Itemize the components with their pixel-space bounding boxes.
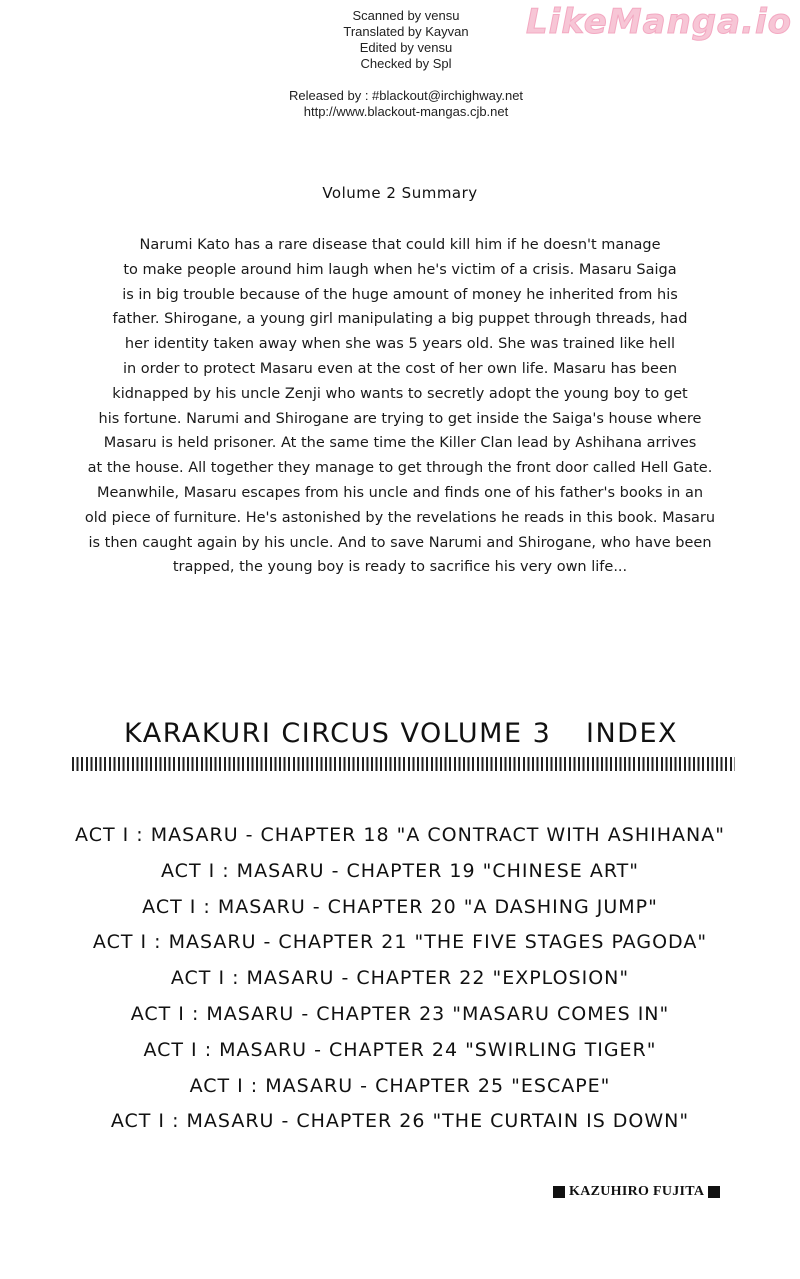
release-line: Released by : #blackout@irchighway.net	[288, 88, 524, 103]
summary-line: is then caught again by his uncle. And to save Narumi and Shirogane, who have been	[88, 534, 712, 551]
summary-line: Masaru is held prisoner. At the same time the Killer Clan lead by Ashihana arrives	[103, 435, 697, 452]
summary-line: trapped, the young boy is ready to sacrifice his very own life...	[172, 559, 628, 576]
summary-line: Narumi Kato has a rare disease that could kill him if he doesn't manage	[139, 237, 661, 253]
index-heading: INDEX	[586, 718, 679, 749]
chapter-item: ACT I : MASARU - CHAPTER 21 "THE FIVE STAGES PAGODA"	[92, 931, 708, 954]
credit-line: Scanned by vensu	[352, 8, 460, 23]
decorative-divider	[72, 757, 735, 771]
square-bullet-icon	[708, 1186, 720, 1198]
chapter-item: ACT I : MASARU - CHAPTER 23 "MASARU COMES IN"	[130, 1002, 670, 1025]
summary-line: his fortune. Narumi and Shirogane are trying to get inside the Saiga's house where	[98, 410, 702, 427]
chapter-item: ACT I : MASARU - CHAPTER 26 "THE CURTAIN IS DOWN"	[110, 1110, 690, 1133]
chapter-item: ACT I : MASARU - CHAPTER 25 "ESCAPE"	[189, 1074, 611, 1097]
chapter-item: ACT I : MASARU - CHAPTER 19 "CHINESE ART"	[161, 859, 639, 882]
summary-line: old piece of furniture. He's astonished by the revelations he reads in this book. Masaru	[84, 509, 716, 526]
summary-line: is in big trouble because of the huge amount of money he inherited from his	[122, 286, 678, 303]
author-name: KAZUHIRO FUJITA	[569, 1184, 705, 1199]
summary-paragraph	[60, 233, 740, 580]
release-url: http://www.blackout-mangas.cjb.net	[303, 104, 509, 119]
summary-line: her identity taken away when she was 5 years old. She was trained like hell	[124, 336, 676, 353]
summary-line: at the house. All together they manage to get through the front door called Hell Gate.	[87, 460, 713, 477]
summary-line: kidnapped by his uncle Zenji who wants to secretly adopt the young boy to get	[112, 385, 688, 402]
chapter-item: ACT I : MASARU - CHAPTER 18 "A CONTRACT WITH ASHIHANA"	[75, 824, 725, 846]
scan-credits	[0, 8, 800, 120]
chapter-item: ACT I : MASARU - CHAPTER 20 "A DASHING JUMP"	[142, 895, 658, 918]
summary-line: father. Shirogane, a young girl manipulating a big puppet through threads, had	[112, 311, 688, 328]
summary-line: to make people around him laugh when he's victim of a crisis. Masaru Saiga	[123, 261, 677, 278]
chapter-list	[0, 818, 800, 1140]
summary-line: Meanwhile, Masaru escapes from his uncle and finds one of his father's books in an	[96, 484, 704, 501]
chapter-item: ACT I : MASARU - CHAPTER 22 "EXPLOSION"	[170, 967, 630, 990]
credit-line: Checked by Spl	[360, 56, 452, 71]
summary-title: Volume 2 Summary	[322, 184, 478, 202]
chapter-item: ACT I : MASARU - CHAPTER 24 "SWIRLING TIGER"	[143, 1038, 657, 1061]
volume-title: KARAKURI CIRCUS VOLUME 3	[124, 718, 552, 749]
summary-line: in order to protect Masaru even at the cost of her own life. Masaru has been	[122, 360, 678, 377]
author-credit	[553, 1184, 720, 1200]
site-watermark: LikeManga.io	[526, 2, 792, 42]
square-bullet-icon	[553, 1186, 565, 1198]
credit-line: Edited by vensu	[359, 40, 453, 55]
credit-line: Translated by Kayvan	[343, 24, 469, 39]
